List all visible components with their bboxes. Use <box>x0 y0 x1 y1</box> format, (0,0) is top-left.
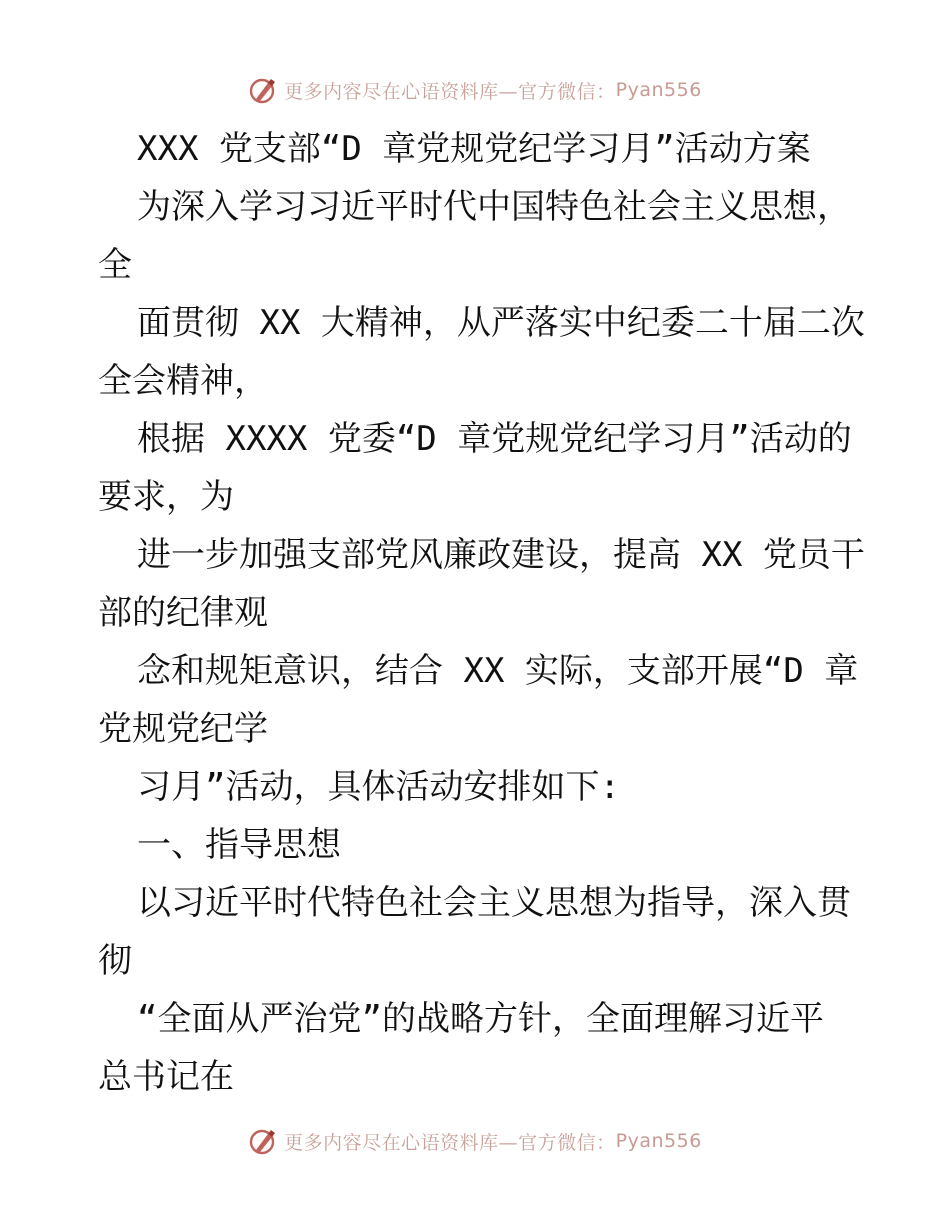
paragraph-line: 全会精神， <box>98 361 268 401</box>
paragraph-line: “全面从严治党”的战略方针，全面理解习近平 <box>137 999 824 1039</box>
paragraph-line: 党规党纪学 <box>98 709 268 749</box>
paragraph-line: 彻 <box>98 941 132 981</box>
paragraph-line: 要求，为 <box>98 477 234 517</box>
paragraph-line: 以习近平时代特色社会主义思想为指导，深入贯 <box>137 883 851 923</box>
paragraph-line: 部的纪律观 <box>98 593 268 633</box>
header-watermark <box>0 70 950 110</box>
watermark-text: 更多内容尽在心语资料库—官方微信： <box>284 1131 616 1154</box>
paragraph-line: 全 <box>98 245 132 285</box>
paragraph-line: 根据 XXXX 党委“D 章党规党纪学习月”活动的 <box>137 419 852 459</box>
document-title: XXX 党支部“D 章党规党纪学习月”活动方案 <box>137 129 811 169</box>
footer-watermark <box>0 1121 950 1161</box>
paragraph-line: 习月”活动，具体活动安排如下: <box>137 767 620 807</box>
paragraph-line: 念和规矩意识，结合 XX 实际，支部开展“D 章 <box>137 651 859 691</box>
watermark-contact: Pyan556 <box>615 1130 702 1152</box>
paragraph-line: 总书记在 <box>98 1057 234 1097</box>
paragraph-line: 为深入学习习近平时代中国特色社会主义思想， <box>137 187 851 227</box>
pen-circle-logo-icon <box>248 75 278 105</box>
paragraph-line: 进一步加强支部党风廉政建设，提高 XX 党员干 <box>137 535 865 575</box>
pen-circle-logo-icon <box>248 1126 278 1156</box>
watermark-contact: Pyan556 <box>615 79 702 101</box>
paragraph-line: 面贯彻 XX 大精神，从严落实中纪委二十届二次 <box>137 303 865 343</box>
watermark-text: 更多内容尽在心语资料库—官方微信： <box>284 80 616 103</box>
section-heading: 一、指导思想 <box>137 825 341 865</box>
